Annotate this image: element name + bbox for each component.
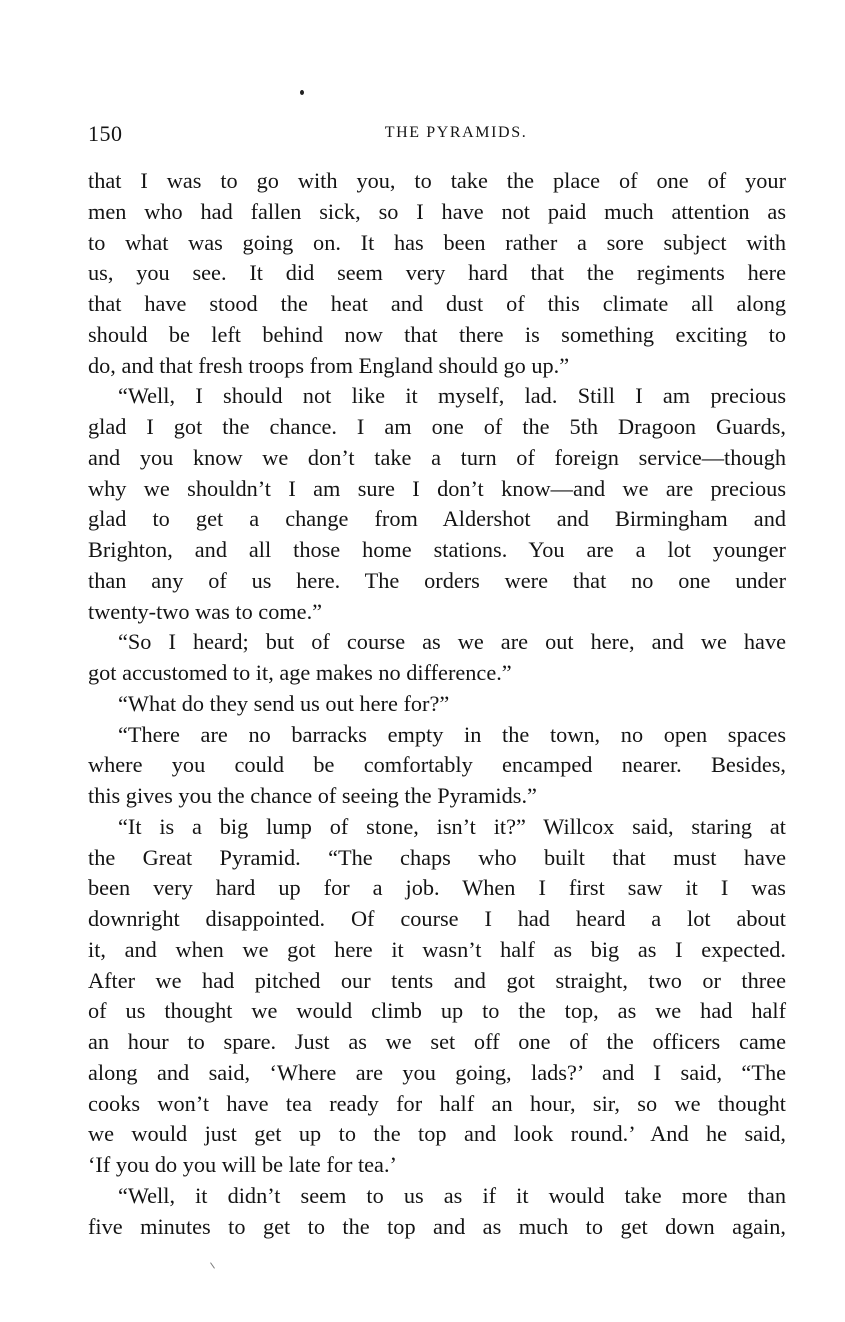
text-line: ‘If you do you will be late for tea.’ <box>88 1152 397 1177</box>
text-line: it, and when we got here it wasn’t half as big as I expected. <box>88 936 786 962</box>
ink-speck <box>300 90 304 95</box>
text-line: than any of us here. The orders were that no one under <box>88 567 786 593</box>
text-line: “What do they send us out here for?” <box>118 690 450 716</box>
text-line: this gives you the chance of seeing the Pyramids.” <box>88 783 537 808</box>
page-number: 150 <box>88 121 123 146</box>
page-header <box>88 121 788 147</box>
running-head: THE PYRAMIDS. <box>384 124 528 141</box>
text-line: “There are no barracks empty in the town, no open spaces <box>118 721 786 747</box>
text-line: that have stood the heat and dust of this climate all along <box>88 291 786 316</box>
ink-mark <box>210 1262 215 1268</box>
text-line: cooks won’t have tea ready for half an hour, sir, so we thought <box>88 1090 786 1116</box>
text-line: glad I got the chance. I am one of the 5th Dragoon Guards, <box>88 414 786 439</box>
text-line: Brighton, and all those home stations. You are a lot younger <box>88 537 786 562</box>
text-line: why we shouldn’t I am sure I don’t know—and we are precious <box>88 475 786 501</box>
text-line: we would just get up to the top and look round.’ And he said, <box>88 1121 786 1147</box>
text-line: us, you see. It did seem very hard that the regiments here <box>88 260 786 286</box>
text-line: the Great Pyramid. “The chaps who built that must have <box>88 844 786 870</box>
text-line: an hour to spare. Just as we set off one of the officers came <box>88 1029 786 1054</box>
text-line: “So I heard; but of course as we are out here, and we have <box>118 629 786 655</box>
text-line: “Well, it didn’t seem to us as if it would take more than <box>118 1182 786 1208</box>
body-text <box>88 166 786 1242</box>
text-line: got accustomed to it, age makes no difference.” <box>88 660 512 685</box>
text-line: “Well, I should not like it myself, lad. Still I am precious <box>118 383 786 409</box>
text-line: to what was going on. It has been rather a sore subject with <box>88 229 786 255</box>
text-line: twenty-two was to come.” <box>88 598 323 624</box>
text-line: do, and that fresh troops from England should go up.” <box>88 352 570 378</box>
text-line: men who had fallen sick, so I have not paid much attention as <box>88 198 786 224</box>
text-line: After we had pitched our tents and got straight, two or three <box>88 967 786 993</box>
text-line: downright disappointed. Of course I had heard a lot about <box>88 906 786 931</box>
text-line: been very hard up for a job. When I first saw it I was <box>88 875 786 901</box>
text-line: “It is a big lump of stone, isn’t it?” Willcox said, staring at <box>118 813 786 839</box>
text-line: glad to get a change from Aldershot and Birmingham and <box>88 506 786 532</box>
text-line: that I was to go with you, to take the place of one of your <box>88 168 786 193</box>
text-line: should be left behind now that there is something exciting to <box>88 321 786 347</box>
text-line: where you could be comfortably encamped nearer. Besides, <box>88 752 786 778</box>
text-line: of us thought we would climb up to the top, as we had half <box>88 998 786 1024</box>
text-line: five minutes to get to the top and as much to get down again, <box>88 1213 786 1239</box>
text-line: and you know we don’t take a turn of foreign service—though <box>88 444 786 470</box>
text-line: along and said, ‘Where are you going, lads?’ and I said, “The <box>88 1059 786 1085</box>
